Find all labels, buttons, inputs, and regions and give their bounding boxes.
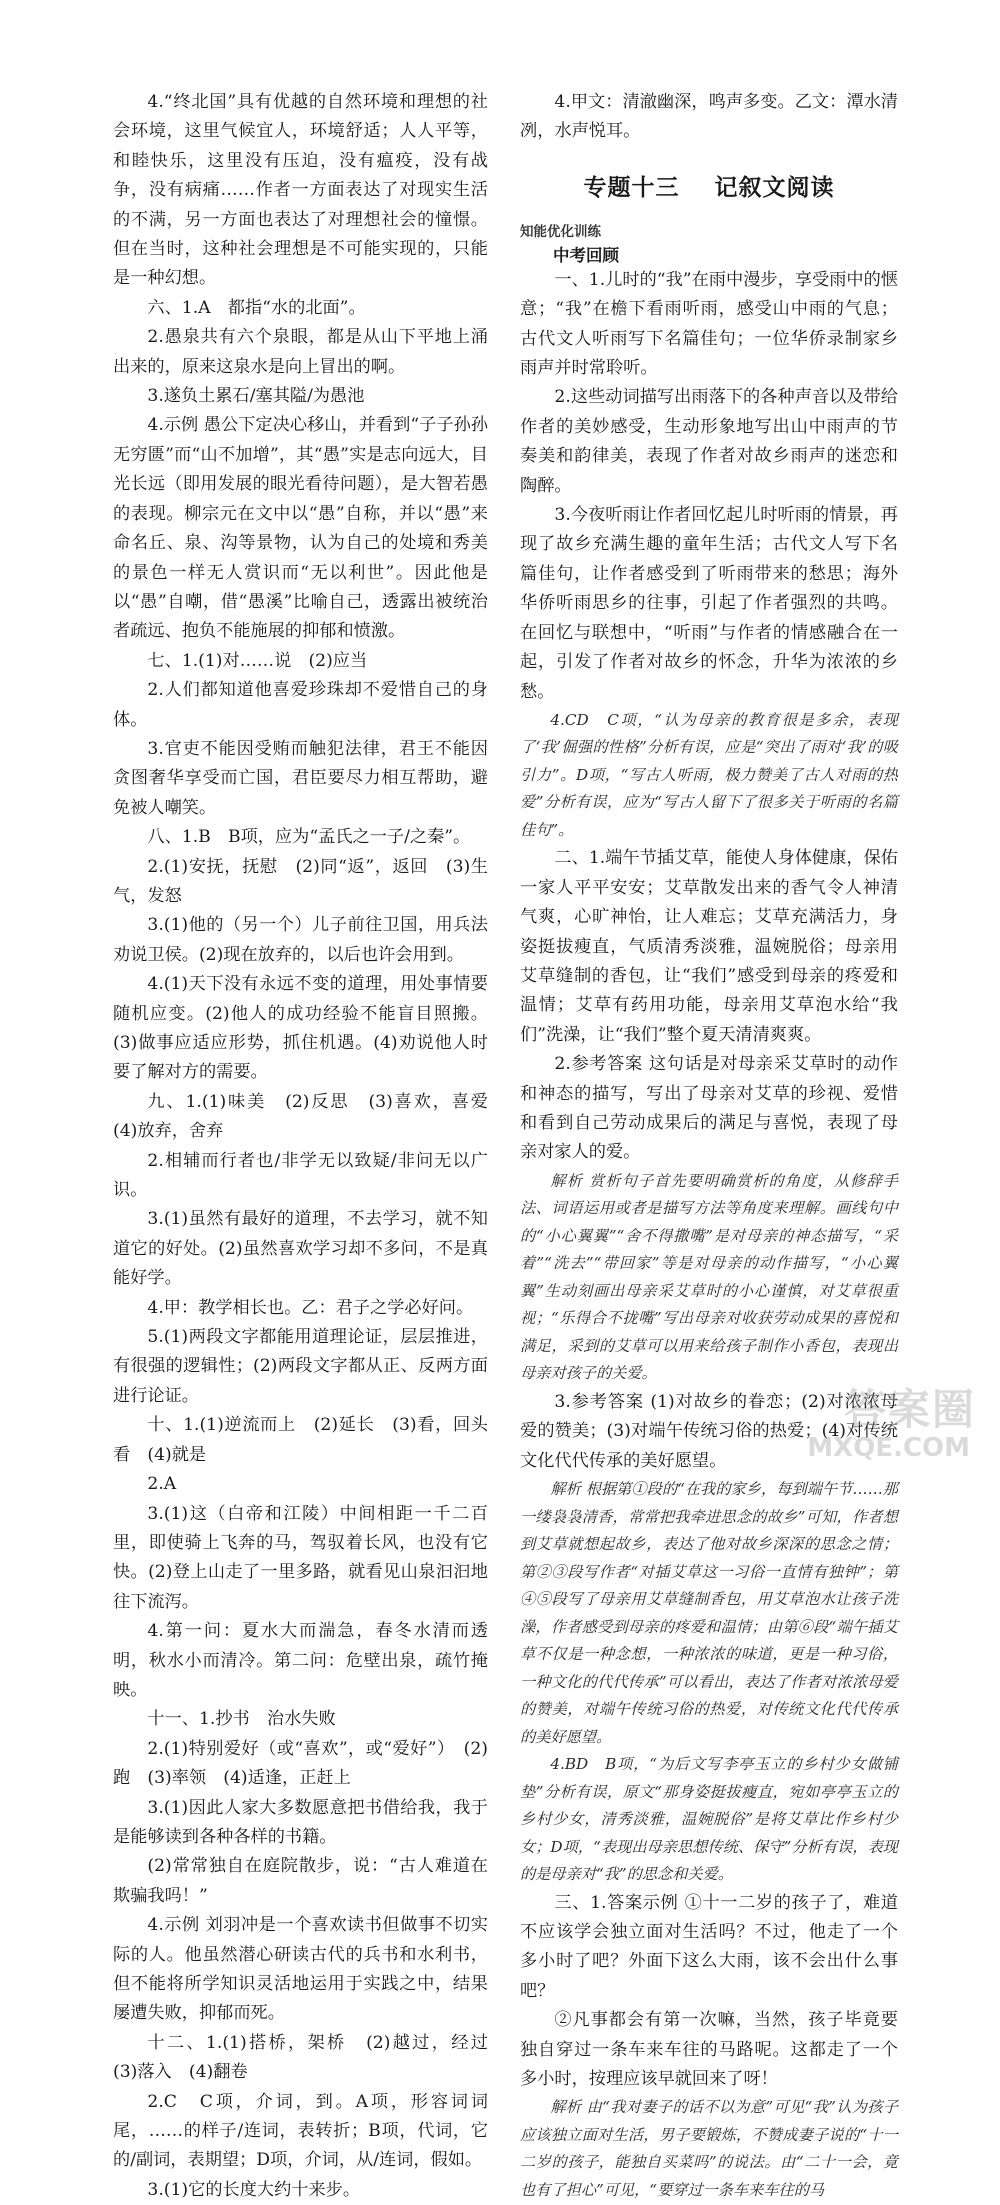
answer-paragraph: 2.A xyxy=(147,1474,177,1495)
analysis-paragraph: 4.BD B项，“为后文写李亭玉立的乡村少女做铺垫”分析有误，原文“那身姿挺拔瘦直，宛如亭亭玉立的乡村少女，清秀淡雅，温婉脱俗”是将艾草比作乡村少女；D项，“表现出母亲思想传统、保守”分析有误，表现的是母亲对“我”的思念和关爱。 xyxy=(520,1755,898,1884)
answer-paragraph: 2.人们都知道他喜爱珍珠却不爱惜自己的身体。 xyxy=(113,680,488,730)
answer-paragraph: (2)常常独自在庭院散步，说：“古人难道在欺骗我吗！” xyxy=(113,1856,488,1906)
analysis-paragraph: 4.CD C项，“认为母亲的教育很是多余，表现了‘我’倔强的性格”分析有误，应是“突出了雨对‘我’的吸引力”。D项，“写古人听雨，极力赞美了古人对雨的热爱”分析有误，应为“写古人留下了很多关于听雨的名篇佳句”。 xyxy=(520,710,898,839)
answer-paragraph: 3.(1)他的（另一个）儿子前往卫国，用兵法劝说卫侯。(2)现在放弃的，以后也许会用到。 xyxy=(113,915,488,965)
answer-paragraph: 七、1.(1)对……说 (2)应当 xyxy=(147,650,368,671)
answer-paragraph: 2.相辅而行者也/非学无以致疑/非问无以广识。 xyxy=(113,1150,488,1201)
watermark-url: MXQE.COM xyxy=(807,1433,970,1463)
answer-paragraph: 一、1.儿时的“我”在雨中漫步，享受雨中的惬意；“我”在檐下看雨听雨，感受山中雨的气息；古代文人听雨写下名篇佳句；一位华侨录制家乡雨声并时常聆听。 xyxy=(520,269,898,379)
left-column xyxy=(113,88,506,2205)
answer-paragraph: 3.官吏不能因受贿而触犯法律，君王不能因贪图奢华享受而亡国，君臣要尽力相互帮助，避免被人嘲笑。 xyxy=(113,738,488,818)
subsection-heading: 中考回顾 xyxy=(553,245,619,265)
answer-paragraph: 4.示例 刘羽冲是一个喜欢读书但做事不切实际的人。他虽然潜心研读古代的兵书和水利书，但不能将所学知识灵活地运用于实践之中，结果屡遭失败，抑郁而死。 xyxy=(113,1915,488,2024)
topic-heading xyxy=(520,169,898,202)
answer-paragraph: 九、1.(1)味美 (2)反思 (3)喜欢，喜爱 (4)放弃，舍弃 xyxy=(113,1091,506,1142)
analysis-paragraph: 解析 由“我对妻子的话不以为意”可见“我”认为孩子应该独立面对生活，男子要锻炼，不赞成妻子说的“十一二岁的孩子，能独自买菜吗”的说法。由“二十一会，竟也有了担心”可见，“要穿过一条车来车往的马 xyxy=(520,2098,898,2199)
answer-paragraph: 三、1.答案示例 ①十一二岁的孩子了，难道不应该学会独立面对生活吗？不过，他走了一个多小时了吧？外面下这么大雨，该不会出什么事吧？ xyxy=(520,1892,898,2001)
answer-paragraph: 2.参考答案 这句话是对母亲采艾草时的动作和神态的描写，写出了母亲对艾草的珍视、爱惜和看到自己劳动成果后的满足与喜悦，表现了母亲对家人的爱。 xyxy=(520,1054,898,1163)
answer-paragraph: 3.(1)虽然有最好的道理，不去学习，就不知道它的好处。(2)虽然喜欢学习却不多问，不是真能好学。 xyxy=(113,1209,488,1289)
answer-paragraph: 3.今夜听雨让作者回忆起儿时听雨的情景，再现了故乡充满生趣的童年生活；古代文人写下名篇佳句，让作者感受到了听雨带来的愁思；海外华侨听雨思乡的往事，引起了作者强烈的共鸣。在回忆与联想中，“听雨”与作者的情感融合在一起，引发了作者对故乡的怀念，升华为浓浓的乡愁。 xyxy=(520,505,898,702)
topic-number: 专题十三 xyxy=(583,174,680,201)
answer-paragraph: ②凡事都会有第一次嘛，当然，孩子毕竟要独自穿过一条车来车往的马路呢。这都走了一个多小时，按理应该早就回来了呀！ xyxy=(520,2010,898,2090)
answer-paragraph: 2.愚泉共有六个泉眼，都是从山下平地上涌出来的，原来这泉水是向上冒出的啊。 xyxy=(113,327,488,377)
answer-paragraph: 3.(1)这（白帝和江陵）中间相距一千二百里，即使骑上飞奔的马，驾驭着长风，也没有它快。(2)登上山走了一里多路，就看见山泉汩汩地往下流泻。 xyxy=(113,1503,488,1612)
answer-paragraph: 4.“终北国”具有优越的自然环境和理想的社会环境，这里气候宜人，环境舒适；人人平等，和睦快乐，这里没有压迫，没有瘟疫，没有战争，没有病痛……作者一方面表达了对现实生活的不满，另一方面也表达了对理想社会的憧憬。但在当时，这种社会理想是不可能实现的，只能是一种幻想。 xyxy=(113,92,488,289)
answer-paragraph: 十一、1.抄书 治水失败 xyxy=(147,1709,336,1730)
answer-paragraph: 3.遂负土累石/塞其隘/为愚池 xyxy=(147,386,365,407)
answer-paragraph: 4.甲：教学相长也。乙：君子之学必好问。 xyxy=(147,1297,474,1318)
answer-paragraph: 十、1.(1)逆流而上 (2)延长 (3)看，回头看 (4)就是 xyxy=(113,1415,488,1465)
answer-paragraph: 2.C C项，介词，到。A项，形容词词尾，……的样子/连词，表转折；B项，代词，它的/副词，表期望；D项，介词，从/连词，假如。 xyxy=(113,2091,488,2171)
answer-paragraph: 2.这些动词描写出雨落下的各种声音以及带给作者的美妙感受，生动形象地写出山中雨声的节奏美和韵律美，表现了作者对故乡雨声的迷恋和陶醉。 xyxy=(520,387,898,496)
right-column xyxy=(520,88,898,2204)
answer-paragraph: 十二、1.(1)搭桥，架桥 (2)越过，经过 (3)落入 (4)翻卷 xyxy=(113,2032,506,2083)
answer-paragraph: 六、1.A 都指“水的北面”。 xyxy=(147,297,366,318)
answer-paragraph: 2.(1)安抚，抚慰 (2)同“返”，返回 (3)生气，发怒 xyxy=(113,856,488,906)
answer-paragraph: 3.参考答案 (1)对故乡的眷恋；(2)对浓浓母爱的赞美；(3)对端午传统习俗的热爱；(4)对传统文化代代传承的美好愿望。 xyxy=(520,1391,898,1471)
answer-paragraph: 5.(1)两段文字都能用道理论证，层层推进，有很强的逻辑性；(2)两段文字都从正、反两方面进行论证。 xyxy=(113,1327,488,1406)
answer-paragraph: 4.第一问：夏水大而湍急，春冬水清而透明，秋水小而清冷。第二问：危壁出泉，疏竹掩映。 xyxy=(113,1621,488,1700)
watermark-logo: 答案圈 xyxy=(843,1385,976,1434)
answer-paragraph: 4.甲文：清澈幽深，鸣声多变。乙文：潭水清冽，水声悦耳。 xyxy=(520,92,898,142)
right-paragraphs xyxy=(520,266,898,2205)
answer-paragraph: 4.(1)天下没有永远不变的道理，用处事情要随机应变。(2)他人的成功经验不能盲目照搬。(3)做事应适应形势，抓住机遇。(4)劝说他人时要了解对方的需要。 xyxy=(113,974,488,1083)
analysis-paragraph: 解析 根据第①段的“在我的家乡，每到端午节……那一缕袅袅清香，常常把我牵进思念的故乡”可知，作者想到艾草就想起故乡，表达了他对故乡深深的思念之情；第②③段写作者“对插艾草这一习俗一直情有独钟”；第④⑤段写了母亲用艾草缝制香包，用艾草泡水让孩子洗澡，作者感受到母亲的疼爱和温情；由第⑥段“端午插艾草不仅是一种念想，一种浓浓的味道，更是一种习俗，一种文化的代代传承”可以看出，表达了作者对浓浓母爱的赞美，对端午传统习俗的热爱，对传统文化代代传承的美好愿望。 xyxy=(520,1480,898,1746)
section-label: 知能优化训练 xyxy=(520,223,601,240)
answer-paragraph: 2.(1)特别爱好（或“喜欢”，或“爱好”） (2)跑 (3)率领 (4)适逢，正赶上 xyxy=(113,1738,488,1789)
analysis-paragraph: 解析 赏析句子首先要明确赏析的角度，从修辞手法、词语运用或者是描写方法等角度来理解。画线句中的“小心翼翼”“舍不得撒嘴”是对母亲的神态描写，“采着”“洗去”“带回家”等是对母亲的动作描写，“小心翼翼”生动刻画出母亲采艾草时的小心谨慎，对艾草很重视；“乐得合不拢嘴”写出母亲对收获劳动成果的喜悦和满足，采到的艾草可以用来给孩子制作小香包，表现出母亲对孩子的关爱。 xyxy=(520,1171,898,1383)
answer-paragraph: 3.(1)它的长度大约十来步。 xyxy=(147,2179,361,2200)
answer-paragraph: 八、1.B B项，应为“孟氏之一子/之秦”。 xyxy=(147,827,471,848)
answer-paragraph: 4.示例 愚公下定决心移山，并看到“子子孙孙无穷匮”而“山不加增”，其“愚”实是志向远大，目光长远（即用发展的眼光看待问题），是大智若愚的表现。柳宗元在文中以“愚”自称，并以“愚”来命名丘、泉、沟等景物，认为自己的处境和秀美的景色一样无人赏识而“无以利世”。因此他是以“愚”自嘲，借“愚溪”比喻自己，透露出被统治者疏远、抱负不能施展的抑郁和愤激。 xyxy=(113,415,488,642)
answer-paragraph: 3.(1)因此人家大多数愿意把书借给我，我于是能够读到各种各样的书籍。 xyxy=(113,1797,488,1847)
answer-paragraph: 二、1.端午节插艾草，能使人身体健康，保佑一家人平平安安；艾草散发出来的香气令人神清气爽，心旷神怡，让人难忘；艾草充满活力，身姿挺拔瘦直，气质清秀淡雅，温婉脱俗；母亲用艾草缝制的香包，让“我们”感受到母亲的疼爱和温情；艾草有药用功能，母亲用艾草泡水给“我们”洗澡，让“我们”整个夏天清清爽爽。 xyxy=(520,848,898,1045)
topic-title: 记叙文阅读 xyxy=(714,174,835,201)
